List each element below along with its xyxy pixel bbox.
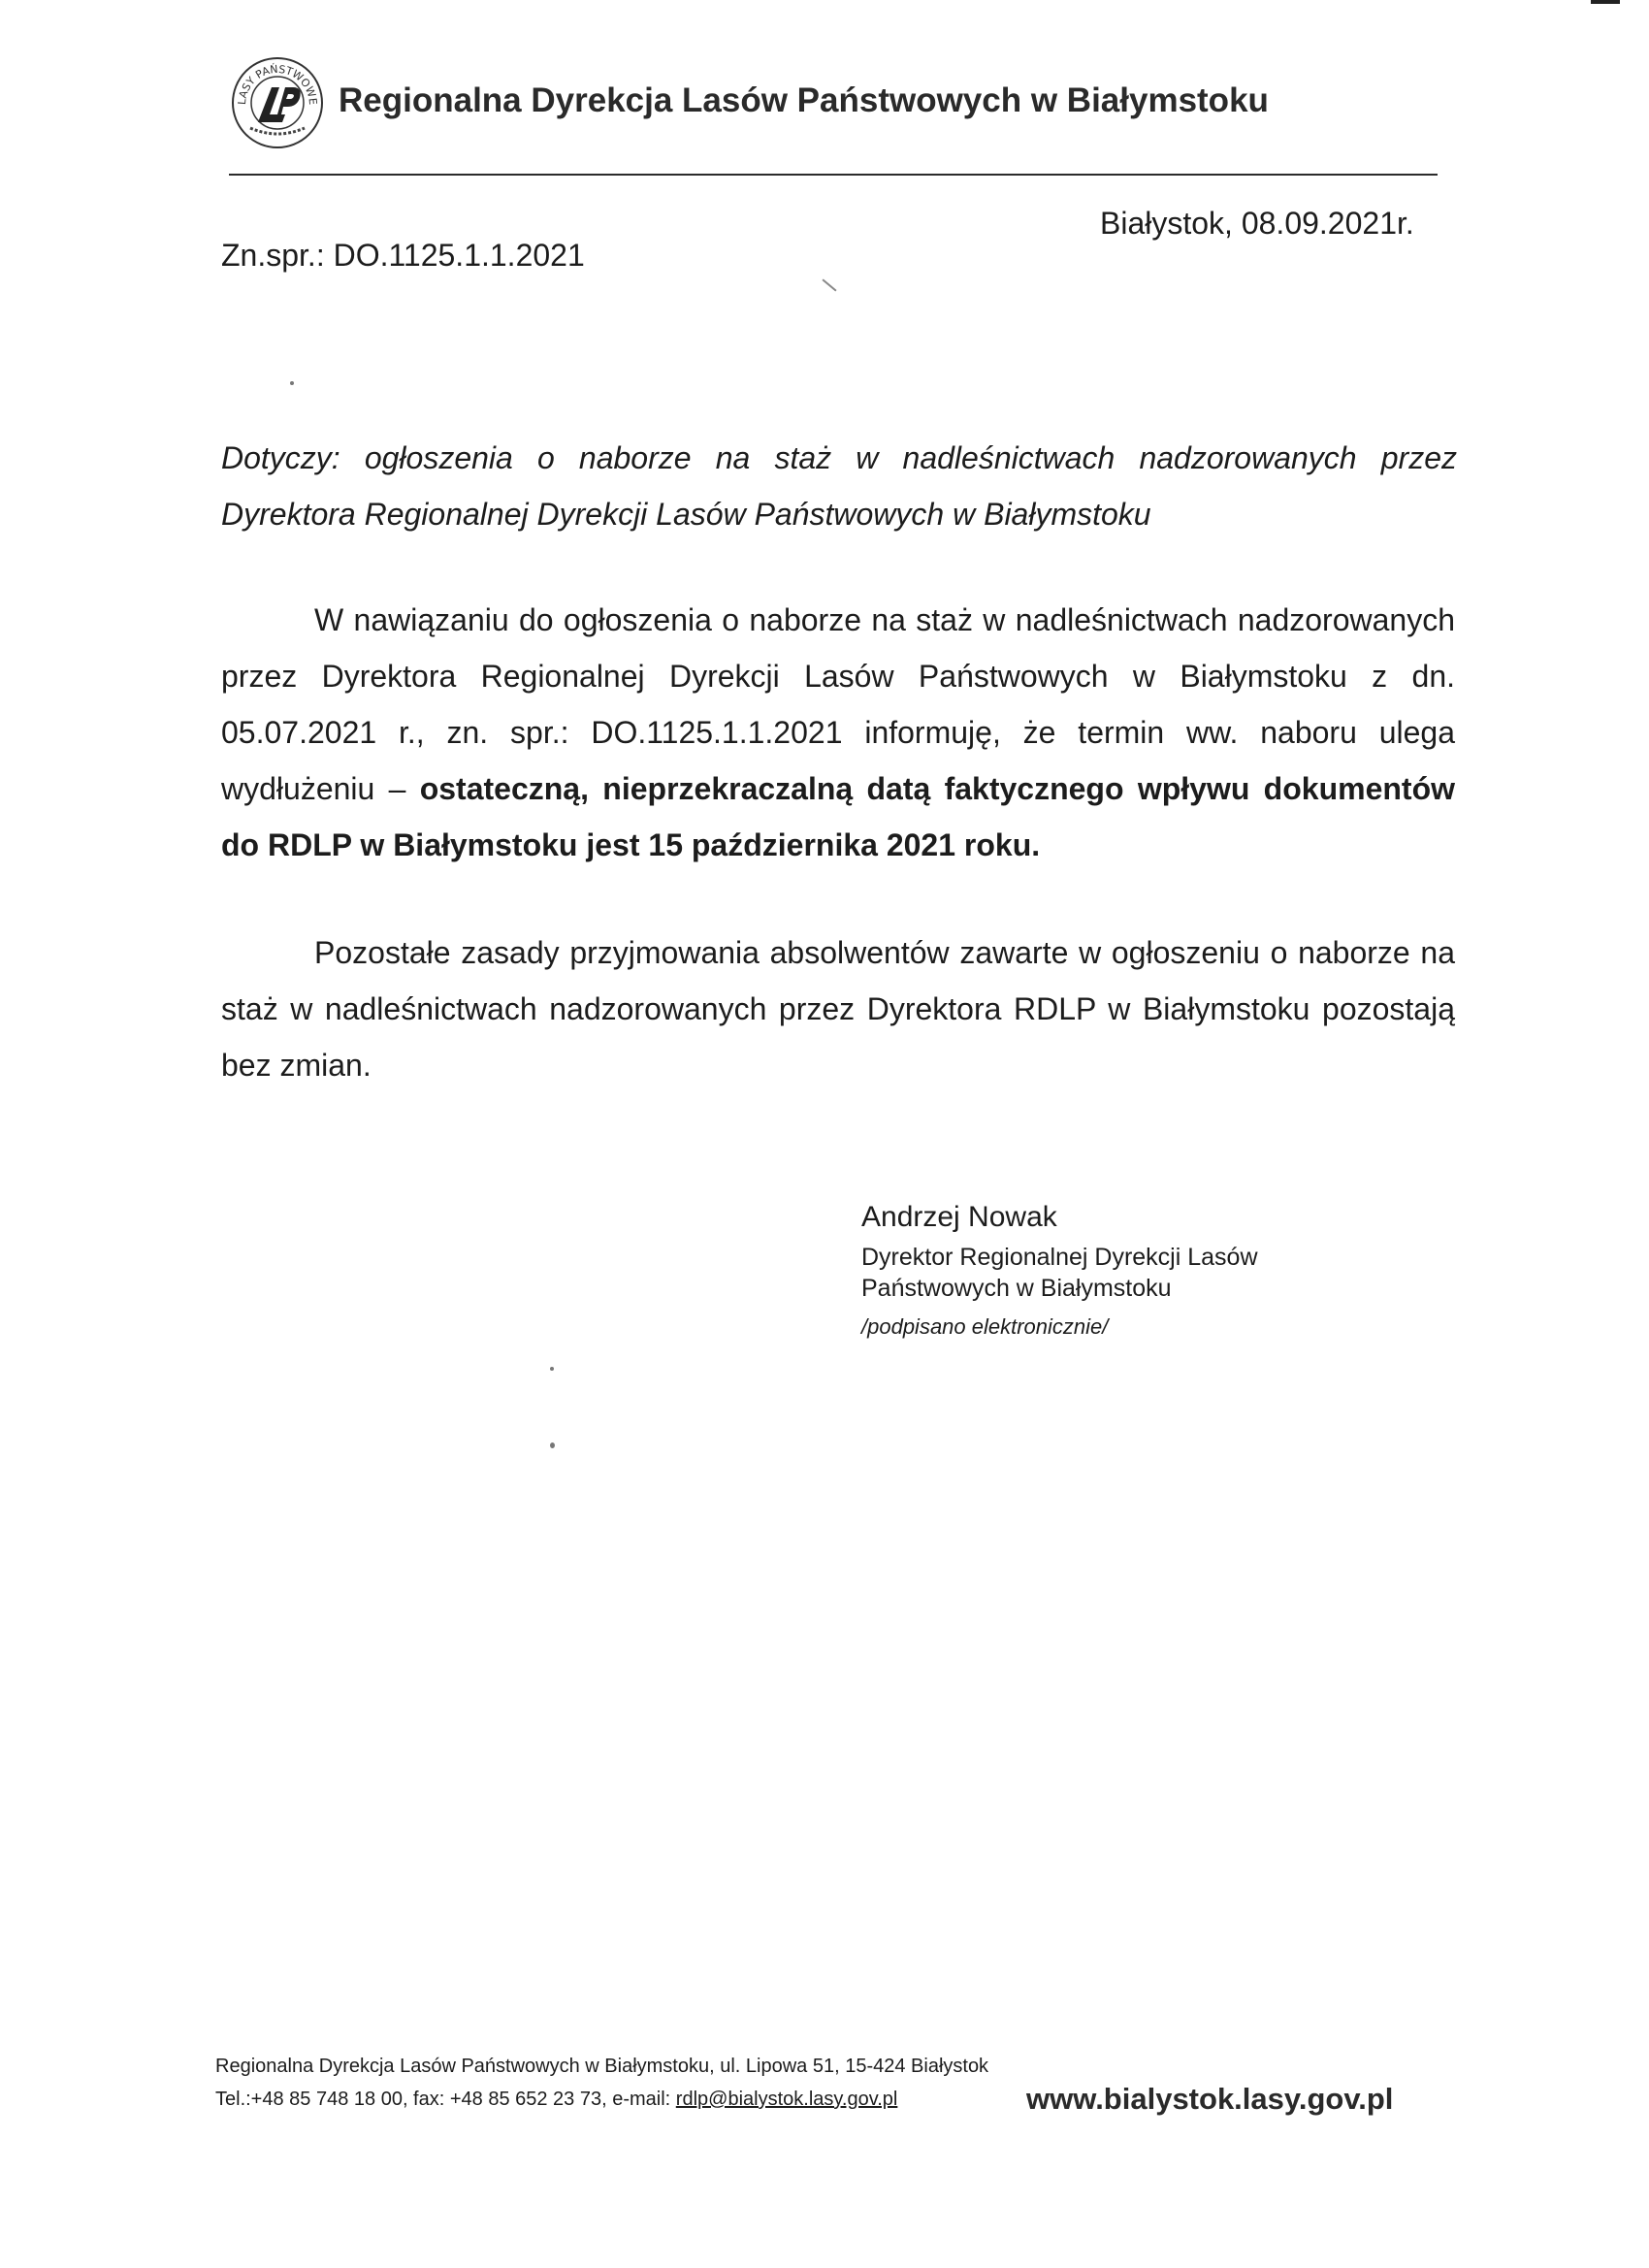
signatory-name: Andrzej Nowak (861, 1201, 1057, 1233)
footer-address: Regionalna Dyrekcja Lasów Państwowych w Białymstoku, ul. Lipowa 51, 15-424 Białystok (215, 2056, 989, 2077)
footer-website-link[interactable]: www.bialystok.lasy.gov.pl (1026, 2082, 1394, 2116)
reference-number: Zn.spr.: DO.1125.1.1.2021 (221, 238, 585, 273)
scan-mark (822, 278, 836, 291)
scan-speck (290, 381, 294, 385)
body-paragraph-2: Pozostałe zasady przyjmowania absolwentów zawarte w ogłoszeniu o naborze na staż w nadleśnictwach nadzorowanych przez Dyrektora RDLP w Białymstoku pozostają bez zmian. (221, 935, 1455, 1083)
lasy-panstwowe-logo-icon (229, 54, 326, 151)
organization-title: Regionalna Dyrekcja Lasów Państwowych w Białymstoku (339, 81, 1269, 119)
deadline-statement: ostateczną, nieprzekraczalną datą faktycznego wpływu dokumentów do RDLP w Białymstoku jest 15 października 2021 roku. (221, 771, 1455, 862)
electronic-signature-note: /podpisano elektronicznie/ (861, 1314, 1109, 1339)
signatory-title-line-2: Państwowych w Białymstoku (861, 1275, 1172, 1302)
scan-edge-mark (1591, 0, 1620, 4)
scan-speck (550, 1367, 554, 1371)
footer-phone-fax: Tel.:+48 85 748 18 00, fax: +48 85 652 23 73, e-mail: (215, 2089, 676, 2110)
subject-line: Dotyczy: ogłoszenia o naborze na staż w nadleśnictwach nadzorowanych przez Dyrektora Regionalnej Dyrekcji Lasów Państwowych w Białymstoku (221, 440, 1457, 532)
header-divider (229, 174, 1438, 176)
signatory-title-line-1: Dyrektor Regionalnej Dyrekcji Lasów (861, 1244, 1258, 1271)
footer-contact (215, 2089, 897, 2111)
place-and-date: Białystok, 08.09.2021r. (1100, 206, 1414, 241)
body-paragraph-1 (221, 592, 1455, 873)
scan-speck (550, 1442, 555, 1448)
paragraph-1-text: W nawiązaniu do ogłoszenia o naborze na staż w nadleśnictwach nadzorowanych przez Dyrektora Regionalnej Dyrekcji Lasów Państwowych w Białymstoku z dn. 05.07.2021 r., zn. spr.: DO.1125.1.1.2021 informuję, że termin ww. naboru ulega wydłużeniu – (221, 602, 1455, 806)
footer-email-link[interactable]: rdlp@bialystok.lasy.gov.pl (675, 2089, 898, 2110)
signatory-title (861, 1242, 1258, 1304)
logo-text: LASY PAŃSTWOWE (235, 62, 320, 106)
